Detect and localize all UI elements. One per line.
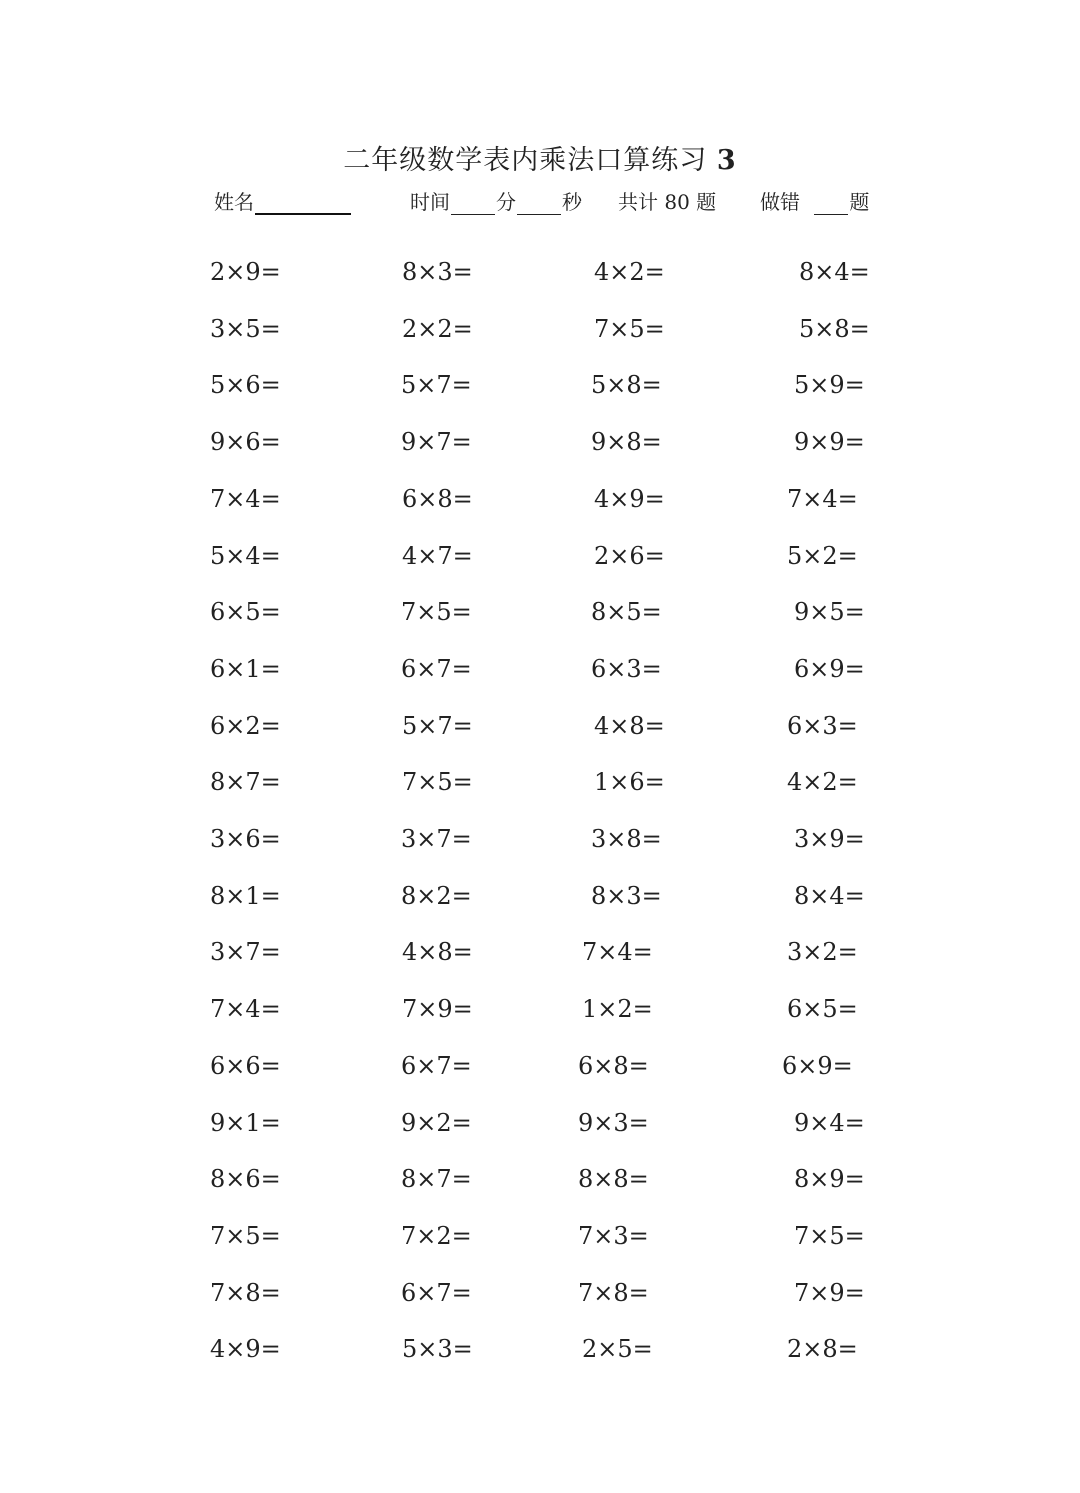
wrong-blank[interactable]	[814, 194, 848, 215]
wrong-field	[760, 186, 869, 215]
problem-r6-c3: 2×6=	[594, 542, 665, 570]
problem-r15-c4: 6×9=	[782, 1052, 853, 1080]
minutes-blank[interactable]	[451, 194, 495, 215]
time-field	[410, 186, 582, 215]
problem-r10-c2: 7×5=	[402, 768, 473, 796]
problem-r13-c2: 4×8=	[402, 938, 473, 966]
problem-r20-c3: 2×5=	[582, 1335, 653, 1363]
name-blank[interactable]	[255, 193, 351, 215]
problem-r13-c4: 3×2=	[787, 938, 858, 966]
problem-r17-c4: 8×9=	[794, 1165, 865, 1193]
problem-r4-c4: 9×9=	[794, 428, 865, 456]
problem-r10-c4: 4×2=	[787, 768, 858, 796]
problem-r12-c4: 8×4=	[794, 882, 865, 910]
name-field	[214, 186, 352, 215]
problem-r4-c3: 9×8=	[591, 428, 662, 456]
problem-r11-c3: 3×8=	[591, 825, 662, 853]
minute-label: 分	[496, 190, 516, 214]
time-label: 时间	[410, 190, 450, 214]
problem-r12-c1: 8×1=	[210, 882, 281, 910]
problem-r2-c1: 3×5=	[210, 315, 281, 343]
problem-r6-c1: 5×4=	[210, 542, 281, 570]
problem-r20-c2: 5×3=	[402, 1335, 473, 1363]
problem-r7-c2: 7×5=	[401, 598, 472, 626]
problem-r13-c1: 3×7=	[210, 938, 281, 966]
problem-r9-c2: 5×7=	[402, 712, 473, 740]
problem-r8-c2: 6×7=	[401, 655, 472, 683]
problem-r14-c4: 6×5=	[787, 995, 858, 1023]
problem-r14-c1: 7×4=	[210, 995, 281, 1023]
problem-r19-c2: 6×7=	[401, 1279, 472, 1307]
problem-r3-c1: 5×6=	[210, 371, 281, 399]
problem-r20-c1: 4×9=	[210, 1335, 281, 1363]
problem-r6-c4: 5×2=	[787, 542, 858, 570]
problem-r7-c4: 9×5=	[794, 598, 865, 626]
second-label: 秒	[562, 190, 582, 214]
problem-r1-c3: 4×2=	[594, 258, 665, 286]
problem-r9-c1: 6×2=	[210, 712, 281, 740]
worksheet-title	[0, 138, 1080, 177]
problem-r1-c1: 2×9=	[210, 258, 281, 286]
problem-r12-c2: 8×2=	[401, 882, 472, 910]
problem-r2-c3: 7×5=	[594, 315, 665, 343]
problem-r2-c4: 5×8=	[799, 315, 870, 343]
problem-r18-c3: 7×3=	[578, 1222, 649, 1250]
problem-r11-c2: 3×7=	[401, 825, 472, 853]
problem-r3-c4: 5×9=	[794, 371, 865, 399]
problem-r8-c3: 6×3=	[591, 655, 662, 683]
problem-r10-c1: 8×7=	[210, 768, 281, 796]
problem-r3-c3: 5×8=	[591, 371, 662, 399]
problem-r16-c4: 9×4=	[794, 1109, 865, 1137]
problem-r16-c3: 9×3=	[578, 1109, 649, 1137]
problem-r11-c4: 3×9=	[794, 825, 865, 853]
problem-r1-c4: 8×4=	[799, 258, 870, 286]
problem-r19-c4: 7×9=	[794, 1279, 865, 1307]
problem-r15-c2: 6×7=	[401, 1052, 472, 1080]
problem-r17-c2: 8×7=	[401, 1165, 472, 1193]
worksheet-title-text: 二年级数学表内乘法口算练习	[343, 145, 708, 176]
problem-r8-c4: 6×9=	[794, 655, 865, 683]
problem-r8-c1: 6×1=	[210, 655, 281, 683]
problem-r19-c3: 7×8=	[578, 1279, 649, 1307]
problem-r12-c3: 8×3=	[591, 882, 662, 910]
problem-r11-c1: 3×6=	[210, 825, 281, 853]
problem-r5-c3: 4×9=	[594, 485, 665, 513]
name-label: 姓名	[214, 190, 254, 214]
total-text: 共计 80 题	[618, 190, 717, 214]
problem-r3-c2: 5×7=	[401, 371, 472, 399]
problem-r19-c1: 7×8=	[210, 1279, 281, 1307]
problem-r2-c2: 2×2=	[402, 315, 473, 343]
total-count	[618, 186, 716, 215]
problem-r14-c2: 7×9=	[402, 995, 473, 1023]
wrong-label: 做错	[760, 190, 800, 214]
seconds-blank[interactable]	[517, 194, 561, 215]
problem-r14-c3: 1×2=	[582, 995, 653, 1023]
problem-r18-c2: 7×2=	[401, 1222, 472, 1250]
problem-r18-c4: 7×5=	[794, 1222, 865, 1250]
problem-r4-c2: 9×7=	[401, 428, 472, 456]
worksheet-title-number: 3	[716, 145, 737, 176]
wrong-suffix: 题	[849, 190, 870, 214]
problem-r16-c1: 9×1=	[210, 1109, 281, 1137]
problem-r5-c2: 6×8=	[402, 485, 473, 513]
problem-r16-c2: 9×2=	[401, 1109, 472, 1137]
problem-r5-c4: 7×4=	[787, 485, 858, 513]
problem-r6-c2: 4×7=	[402, 542, 473, 570]
problem-r7-c1: 6×5=	[210, 598, 281, 626]
problem-r5-c1: 7×4=	[210, 485, 281, 513]
problem-r17-c3: 8×8=	[578, 1165, 649, 1193]
problem-r9-c4: 6×3=	[787, 712, 858, 740]
problem-r13-c3: 7×4=	[582, 938, 653, 966]
problem-r4-c1: 9×6=	[210, 428, 281, 456]
problem-r10-c3: 1×6=	[594, 768, 665, 796]
problem-r1-c2: 8×3=	[402, 258, 473, 286]
problem-r7-c3: 8×5=	[591, 598, 662, 626]
problem-r18-c1: 7×5=	[210, 1222, 281, 1250]
problem-r20-c4: 2×8=	[787, 1335, 858, 1363]
problem-r15-c3: 6×8=	[578, 1052, 649, 1080]
problem-r17-c1: 8×6=	[210, 1165, 281, 1193]
problem-r15-c1: 6×6=	[210, 1052, 281, 1080]
problem-r9-c3: 4×8=	[594, 712, 665, 740]
